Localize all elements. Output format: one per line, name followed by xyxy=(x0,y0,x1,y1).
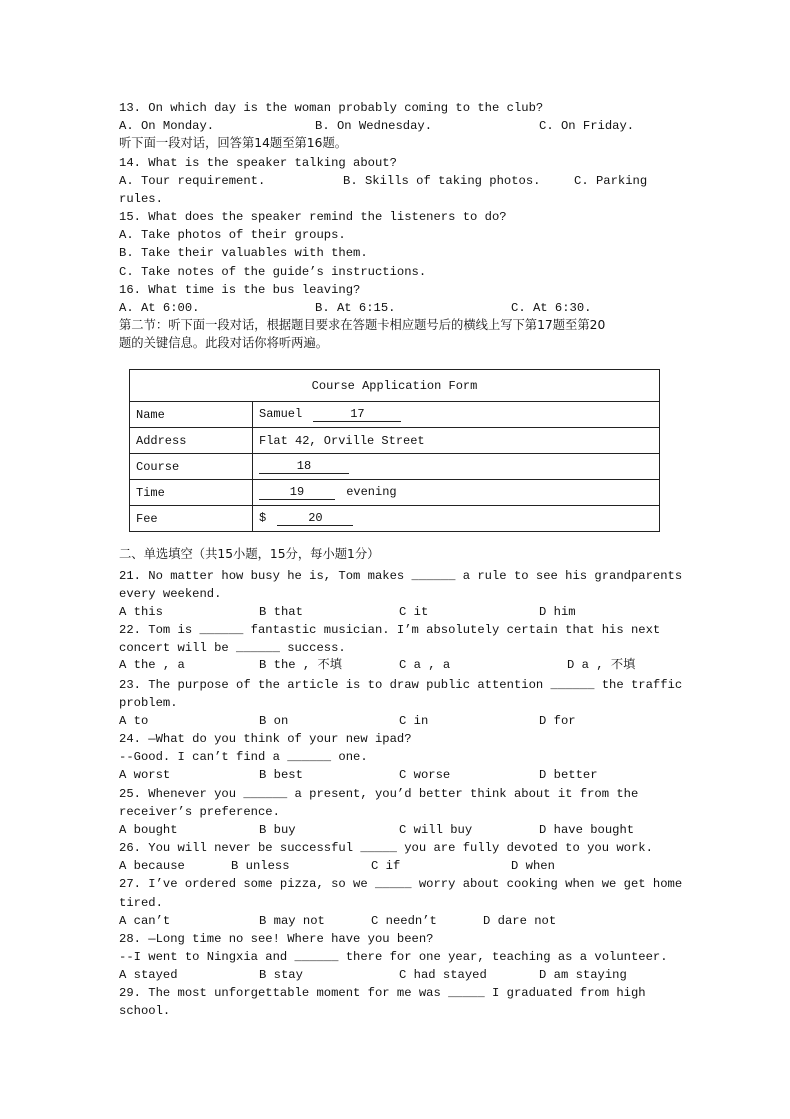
q21-option-d: D him xyxy=(539,605,576,619)
q26-option-a: A because xyxy=(119,859,185,873)
q28-option-a: A stayed xyxy=(119,968,178,982)
q23-option-b: B on xyxy=(259,714,289,728)
answer-blank-17[interactable]: 17 xyxy=(313,408,401,422)
q22-option-d: D a , 不填 xyxy=(567,658,636,672)
q26-option-b: B unless xyxy=(231,859,290,873)
q24-option-d: D better xyxy=(539,768,598,782)
q23-stem-cont: problem. xyxy=(119,696,178,710)
section2-instruction-2: 题的关键信息。此段对话你将听两遍。 xyxy=(119,336,329,350)
q24-option-c: C worse xyxy=(399,768,451,782)
q14-option-b: B. Skills of taking photos. xyxy=(343,174,541,188)
q27-option-c: C needn’t xyxy=(371,914,437,928)
answer-blank-19[interactable]: 19 xyxy=(259,486,335,500)
form-row-time xyxy=(130,480,660,506)
q27-option-d: D dare not xyxy=(483,914,557,928)
q25-option-b: B buy xyxy=(259,823,296,837)
answer-blank-18[interactable]: 18 xyxy=(259,460,349,474)
q23-option-c: C in xyxy=(399,714,429,728)
q28-option-d: D am staying xyxy=(539,968,627,982)
q25-stem-cont: receiver’s preference. xyxy=(119,805,280,819)
q21-stem-cont: every weekend. xyxy=(119,587,222,601)
form-title: Course Application Form xyxy=(130,370,660,402)
q28-option-b: B stay xyxy=(259,968,303,982)
form-label: Course xyxy=(130,454,253,480)
q28-stem-cont: --I went to Ningxia and ______ there for one year, teaching as a volunteer. xyxy=(119,950,668,964)
form-row-fee xyxy=(130,506,660,532)
form-suffix: evening xyxy=(346,485,397,499)
form-label: Address xyxy=(130,428,253,454)
q16-stem: 16. What time is the bus leaving? xyxy=(119,283,361,297)
q24-option-b: B best xyxy=(259,768,303,782)
q24-stem-cont: --Good. I can’t find a ______ one. xyxy=(119,750,368,764)
q15-option-a: A. Take photos of their groups. xyxy=(119,228,346,242)
course-application-form xyxy=(129,369,660,532)
q27-stem-cont: tired. xyxy=(119,896,163,910)
q21-option-a: A this xyxy=(119,605,163,619)
q27-option-b: B may not xyxy=(259,914,325,928)
dialog-instruction: 听下面一段对话，回答第14题至第16题。 xyxy=(119,136,348,150)
form-row-address xyxy=(130,428,660,454)
q26-option-c: C if xyxy=(371,859,401,873)
q13-option-b: B. On Wednesday. xyxy=(315,119,433,133)
q21-stem: 21. No matter how busy he is, Tom makes ______ a rule to see his grandparents xyxy=(119,569,683,583)
q15-stem: 15. What does the speaker remind the listeners to do? xyxy=(119,210,507,224)
q22-option-c: C a , a xyxy=(399,658,451,672)
q22-stem: 22. Tom is ______ fantastic musician. I’m absolutely certain that his next xyxy=(119,623,661,637)
q15-option-c: C. Take notes of the guide’s instructions. xyxy=(119,265,427,279)
q29-stem: 29. The most unforgettable moment for me was _____ I graduated from high xyxy=(119,986,646,1000)
q14-stem: 14. What is the speaker talking about? xyxy=(119,156,397,170)
q27-stem: 27. I’ve ordered some pizza, so we _____ worry about cooking when we get home xyxy=(119,877,683,891)
form-label: Fee xyxy=(130,506,253,532)
q15-option-b: B. Take their valuables with them. xyxy=(119,246,368,260)
q23-option-d: D for xyxy=(539,714,576,728)
q16-option-c: C. At 6:30. xyxy=(511,301,592,315)
q21-option-c: C it xyxy=(399,605,429,619)
q13-option-c: C. On Friday. xyxy=(539,119,635,133)
form-label: Time xyxy=(130,480,253,506)
q16-option-b: B. At 6:15. xyxy=(315,301,396,315)
form-row-name xyxy=(130,402,660,428)
q14-option-a: A. Tour requirement. xyxy=(119,174,266,188)
q29-stem-cont: school. xyxy=(119,1004,171,1018)
q26-option-d: D when xyxy=(511,859,555,873)
q25-option-d: D have bought xyxy=(539,823,635,837)
q16-option-a: A. At 6:00. xyxy=(119,301,200,315)
q22-stem-cont: concert will be ______ success. xyxy=(119,641,346,655)
q13-stem: 13. On which day is the woman probably coming to the club? xyxy=(119,101,544,115)
q25-stem: 25. Whenever you ______ a present, you’d better think about it from the xyxy=(119,787,639,801)
q24-option-a: A worst xyxy=(119,768,171,782)
form-label: Name xyxy=(130,402,253,428)
q21-option-b: B that xyxy=(259,605,303,619)
answer-blank-20[interactable]: 20 xyxy=(277,512,353,526)
part2-heading: 二、单选填空（共15小题，15分，每小题1分） xyxy=(119,547,380,561)
q28-option-c: C had stayed xyxy=(399,968,487,982)
q14-option-c-cont: rules. xyxy=(119,192,163,206)
q25-option-c: C will buy xyxy=(399,823,473,837)
section2-instruction-1: 第二节：听下面一段对话，根据题目要求在答题卡相应题号后的横线上写下第17题至第20 xyxy=(119,318,606,332)
q22-option-a: A the , a xyxy=(119,658,185,672)
q25-option-a: A bought xyxy=(119,823,178,837)
form-row-course xyxy=(130,454,660,480)
q27-option-a: A can’t xyxy=(119,914,171,928)
q26-stem: 26. You will never be successful _____ you are fully devoted to you work. xyxy=(119,841,653,855)
q22-option-b: B the , 不填 xyxy=(259,658,342,672)
form-prefix: Samuel xyxy=(259,407,303,421)
q13-option-a: A. On Monday. xyxy=(119,119,215,133)
q23-option-a: A to xyxy=(119,714,149,728)
form-value: Flat 42, Orville Street xyxy=(253,428,660,454)
q24-stem: 24. —What do you think of your new ipad? xyxy=(119,732,412,746)
q28-stem: 28. —Long time no see! Where have you been? xyxy=(119,932,434,946)
form-prefix: $ xyxy=(259,511,267,525)
q23-stem: 23. The purpose of the article is to draw public attention ______ the traffic xyxy=(119,678,683,692)
q14-option-c: C. Parking xyxy=(574,174,648,188)
